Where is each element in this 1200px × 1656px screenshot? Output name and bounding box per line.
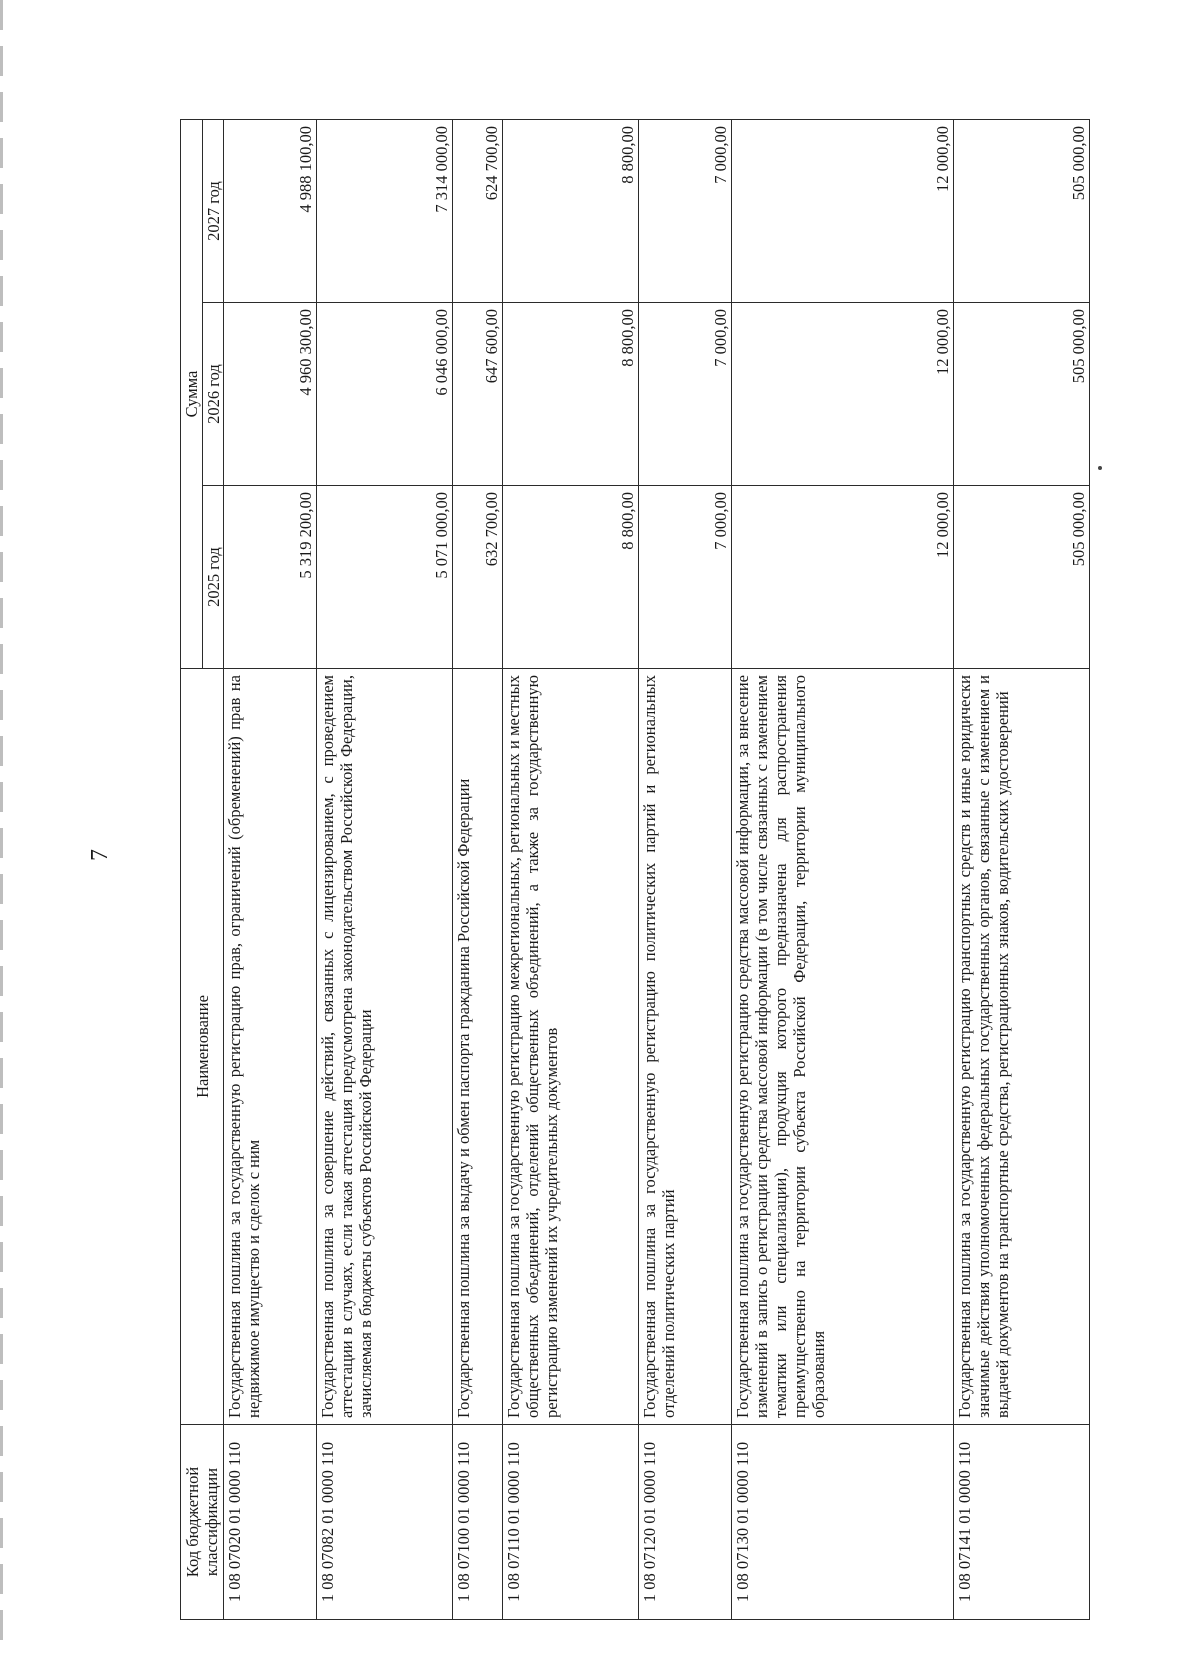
page-number: 7 — [87, 849, 113, 861]
row-code: 1 08 07082 01 0000 110 — [317, 1425, 453, 1620]
header-year-2026: 2026 год — [203, 303, 224, 486]
row-sum-2027: 624 700,00 — [453, 119, 503, 302]
row-code: 1 08 07100 01 0000 110 — [453, 1425, 503, 1620]
table-row — [953, 119, 1089, 1619]
row-sum-2026: 4 960 300,00 — [224, 303, 317, 486]
row-sum-2026: 7 000,00 — [638, 303, 731, 486]
row-code: 1 08 07130 01 0000 110 — [731, 1425, 953, 1620]
rotated-table-wrapper — [180, 120, 1090, 1620]
speck — [1098, 466, 1102, 470]
budget-table — [180, 119, 1090, 1620]
header-name: Наименование — [181, 669, 224, 1425]
row-code: 1 08 07141 01 0000 110 — [953, 1425, 1089, 1620]
row-sum-2027: 4 988 100,00 — [224, 119, 317, 302]
row-name: Государственная пошлина за совершение действий, связанных с лицензированием, с проведением аттестации в случаях, если такая аттестация предусмотрена законодательством Российской Федерации, зачисляемая в бюджеты субъектов Российской Федерации — [317, 669, 453, 1425]
row-sum-2025: 5 319 200,00 — [224, 486, 317, 669]
table-row — [502, 119, 638, 1619]
header-code: Код бюджетной классификации — [181, 1425, 224, 1620]
header-sum: Сумма — [181, 119, 203, 668]
table-row — [317, 119, 453, 1619]
row-sum-2025: 7 000,00 — [638, 486, 731, 669]
row-sum-2026: 6 046 000,00 — [317, 303, 453, 486]
row-sum-2027: 7 000,00 — [638, 119, 731, 302]
table-row — [731, 119, 953, 1619]
table-row — [453, 119, 503, 1619]
row-sum-2026: 505 000,00 — [953, 303, 1089, 486]
row-name: Государственная пошлина за государственную регистрацию средства массовой информации, за внесение изменений в запись о регистрации средства массовой информации (в том числе связанных с изменением тематики или специализации), продукция которого предназначена для распространения преимущественно на территории субъекта Российской Федерации, территории муниципального образования — [731, 669, 953, 1425]
row-sum-2025: 5 071 000,00 — [317, 486, 453, 669]
row-code: 1 08 07110 01 0000 110 — [502, 1425, 638, 1620]
row-name: Государственная пошлина за государственную регистрацию транспортных средств и иные юридически значимые действия уполномоченных федеральных государственных органов, связанные с изменением и выдачей документов на транспортные средства, регистрационных знаков, водительских удостоверений — [953, 669, 1089, 1425]
row-code: 1 08 07020 01 0000 110 — [224, 1425, 317, 1620]
row-sum-2025: 8 800,00 — [502, 486, 638, 669]
row-name: Государственная пошлина за выдачу и обмен паспорта гражданина Российской Федерации — [453, 669, 503, 1425]
row-sum-2026: 8 800,00 — [502, 303, 638, 486]
table-row — [224, 119, 317, 1619]
row-sum-2025: 12 000,00 — [731, 486, 953, 669]
row-sum-2027: 12 000,00 — [731, 119, 953, 302]
row-sum-2027: 7 314 000,00 — [317, 119, 453, 302]
row-sum-2027: 8 800,00 — [502, 119, 638, 302]
row-code: 1 08 07120 01 0000 110 — [638, 1425, 731, 1620]
header-year-2027: 2027 год — [203, 119, 224, 302]
row-sum-2027: 505 000,00 — [953, 119, 1089, 302]
row-name: Государственная пошлина за государственную регистрацию межрегиональных, региональных и местных общественных объединений, отделений общественных объединений, а также за государственную регистрацию изменений их учредительных документов — [502, 669, 638, 1425]
row-name: Государственная пошлина за государственную регистрацию прав, ограничений (обременений) прав на недвижимое имущество и сделок с ним — [224, 669, 317, 1425]
row-sum-2026: 12 000,00 — [731, 303, 953, 486]
row-name: Государственная пошлина за государственную регистрацию политических партий и региональных отделений политических партий — [638, 669, 731, 1425]
row-sum-2025: 632 700,00 — [453, 486, 503, 669]
row-sum-2025: 505 000,00 — [953, 486, 1089, 669]
header-year-2025: 2025 год — [203, 486, 224, 669]
row-sum-2026: 647 600,00 — [453, 303, 503, 486]
table-row — [638, 119, 731, 1619]
scan-edge-artifact — [0, 0, 3, 1656]
